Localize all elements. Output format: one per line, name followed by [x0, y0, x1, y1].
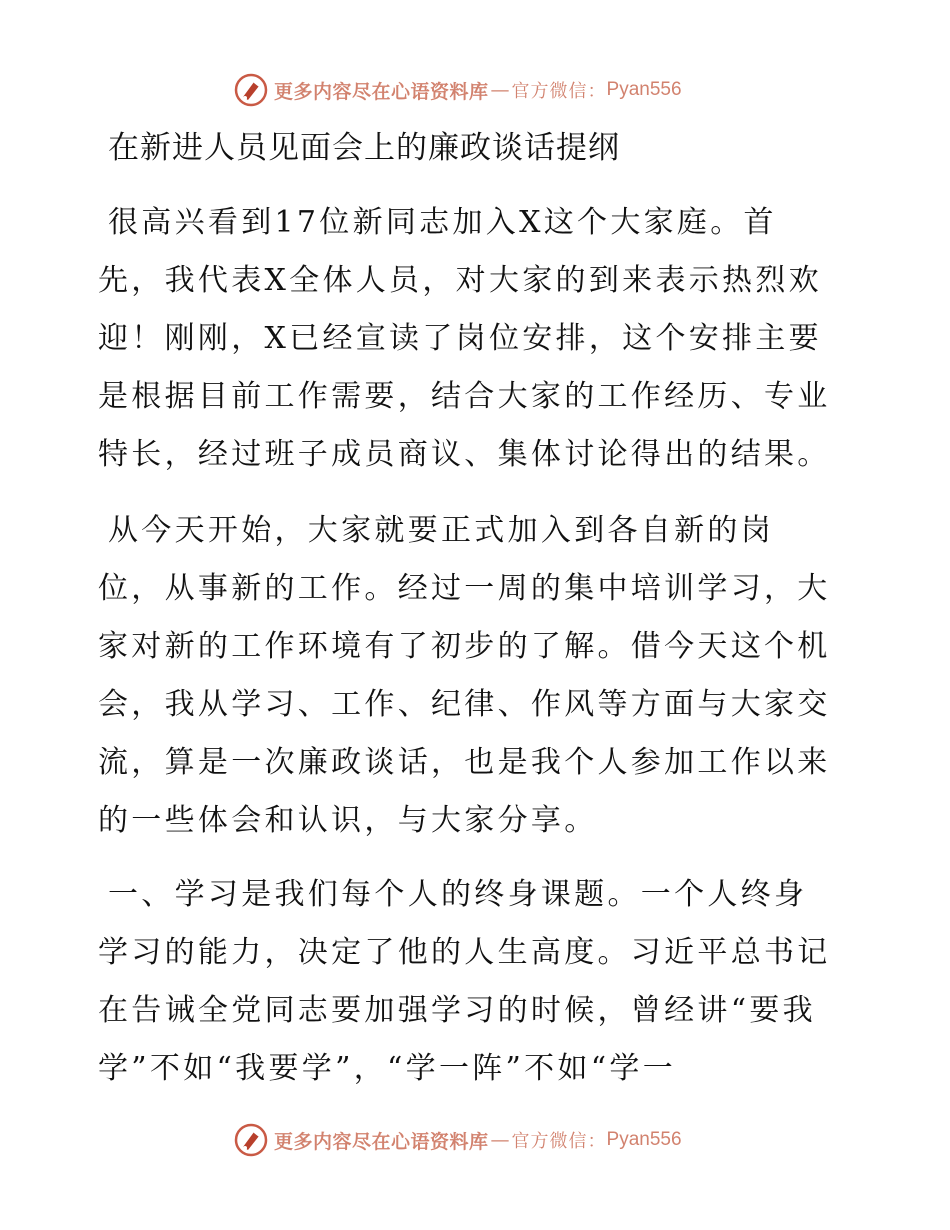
paragraph-line: 先，我代表X全体人员，对大家的到来表示热烈欢 — [98, 263, 822, 298]
paragraph-line: 从今天开始，大家就要正式加入到各自新的岗 — [108, 513, 774, 548]
pen-nib-logo-icon — [234, 1123, 268, 1157]
paragraph-line: 很高兴看到17位新同志加入X这个大家庭。首 — [108, 205, 777, 240]
paragraph-line: 的一些体会和认识，与大家分享。 — [98, 803, 598, 838]
header-watermark-banner — [234, 72, 682, 108]
paragraph-3 — [98, 866, 848, 1098]
wechat-account: Pyan556 — [606, 1129, 682, 1150]
pen-nib-logo-icon — [234, 73, 268, 107]
paragraph-1 — [98, 194, 848, 484]
brand-text: 更多内容尽在心语资料库 — [274, 1130, 489, 1153]
paragraph-line: 在告诫全党同志要加强学习的时候，曾经讲“要我 — [98, 993, 816, 1028]
document-title: 在新进人员见面会上的廉政谈话提纲 — [108, 130, 620, 166]
footer-watermark-banner — [234, 1122, 682, 1158]
wechat-account: Pyan556 — [606, 79, 682, 100]
paragraph-line: 一、学习是我们每个人的终身课题。一个人终身 — [108, 877, 808, 912]
paragraph-2 — [98, 502, 848, 850]
paragraph-line: 位，从事新的工作。经过一周的集中培训学习，大 — [98, 571, 831, 606]
paragraph-line: 是根据目前工作需要，结合大家的工作经历、专业 — [98, 379, 831, 414]
paragraph-line: 学”不如“我要学”，“学一阵”不如“学一 — [98, 1051, 677, 1086]
paragraph-line: 家对新的工作环境有了初步的了解。借今天这个机 — [98, 629, 831, 664]
wechat-label: 官方微信： — [511, 1131, 607, 1152]
paragraph-line: 会，我从学习、工作、纪律、作风等方面与大家交 — [98, 687, 831, 722]
paragraph-line: 迎！刚刚，X已经宣读了岗位安排，这个安排主要 — [98, 321, 822, 356]
paragraph-line: 特长，经过班子成员商议、集体讨论得出的结果。 — [98, 437, 831, 472]
paragraph-line: 流，算是一次廉政谈话，也是我个人参加工作以来 — [98, 745, 831, 780]
banner-dash: — — [490, 1129, 510, 1151]
paragraph-line: 学习的能力，决定了他的人生高度。习近平总书记 — [98, 935, 831, 970]
banner-dash: — — [490, 79, 510, 101]
wechat-label: 官方微信： — [511, 81, 607, 102]
brand-text: 更多内容尽在心语资料库 — [274, 80, 489, 103]
